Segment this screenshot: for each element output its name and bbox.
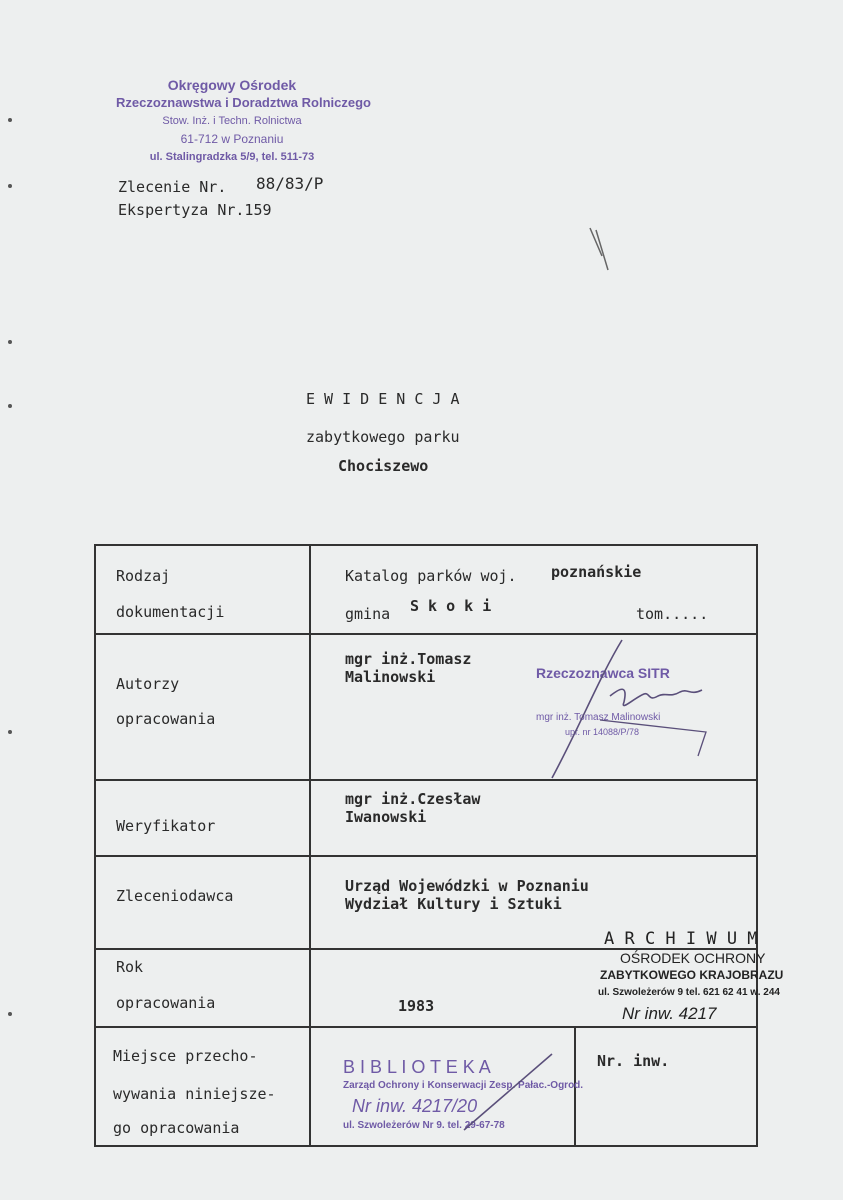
year-value: 1983 <box>398 997 435 1015</box>
archive-stamp-line: ZABYTKOWEGO KRAJOBRAZU <box>600 968 784 982</box>
expert-stamp-reg: upr. nr 14088/P/78 <box>565 727 640 737</box>
stamp-line: Okręgowy Ośrodek <box>167 77 297 93</box>
row-label: Zleceniodawca <box>116 887 234 905</box>
row-label: Weryfikator <box>116 817 216 835</box>
stamp-line: ul. Stalingradzka 5/9, tel. 511-73 <box>149 151 315 163</box>
stamp-line: Rzeczoznawstwa i Doradztwa Rolniczego <box>116 95 371 110</box>
punch-mark <box>8 1012 12 1016</box>
row-label: dokumentacji <box>116 603 225 621</box>
library-stamp-line: Zarząd Ochrony i Konserwacji Zesp. Pałac.-Ogrod. <box>343 1080 584 1091</box>
expertise-number: Ekspertyza Nr.159 <box>118 201 272 219</box>
document-subtitle: zabytkowego parku <box>306 428 460 446</box>
punch-mark <box>8 730 12 734</box>
archive-stamp-line: ul. Szwoleżerów 9 tel. 621 62 41 w. 244 <box>598 987 780 998</box>
row-label: opracowania <box>116 994 216 1012</box>
punch-mark <box>8 118 12 122</box>
row-value: Urząd Wojewódzki w Poznaniu <box>345 877 589 895</box>
punch-mark <box>8 404 12 408</box>
row-value: Malinowski <box>345 668 436 686</box>
library-inventory-handwritten: Nr inw. 4217/20 <box>352 1096 478 1116</box>
library-stamp-title: B I B L I O T E K A <box>343 1057 491 1077</box>
archive-stamp-line: OŚRODEK OCHRONY <box>620 950 766 966</box>
row-label: Rodzaj <box>116 567 171 585</box>
row-value: Iwanowski <box>345 808 427 826</box>
row-value: Wydział Kultury i Sztuki <box>345 895 562 913</box>
row-label: Miejsce przecho- <box>113 1047 258 1065</box>
stamp-line: 61-712 w Poznaniu <box>180 132 284 146</box>
expert-stamp-name: mgr inż. Tomasz Malinowski <box>536 712 661 723</box>
park-name: Chociszewo <box>338 457 429 475</box>
row-value: gmina <box>345 605 391 623</box>
row-value: Katalog parków woj. <box>345 567 517 585</box>
order-label: Zlecenie Nr. <box>118 178 227 196</box>
institution-stamp <box>116 76 371 166</box>
expert-stamp-title: Rzeczoznawca SITR <box>536 665 670 681</box>
row-label: Autorzy <box>116 675 180 693</box>
order-number: 88/83/P <box>256 174 324 193</box>
punch-mark <box>8 340 12 344</box>
row-label: opracowania <box>116 710 216 728</box>
row-label: go opracowania <box>113 1119 240 1137</box>
stamp-line: Stow. Inż. i Techn. Rolnictwa <box>162 115 302 127</box>
commune-value: S k o k i <box>410 597 492 615</box>
library-stamp-line: ul. Szwoleżerów Nr 9. tel. 29-67-78 <box>343 1120 505 1131</box>
voivodeship-value: poznańskie <box>551 563 642 581</box>
document-title: E W I D E N C J A <box>306 390 460 408</box>
row-value: mgr inż.Tomasz <box>345 650 472 668</box>
punch-mark <box>8 184 12 188</box>
volume-value: tom..... <box>636 605 709 623</box>
cross-out-stroke <box>460 1050 556 1134</box>
row-label: Rok <box>116 958 144 976</box>
row-value: mgr inż.Czesław <box>345 790 481 808</box>
inventory-number-label: Nr. inw. <box>597 1052 670 1070</box>
signature-icon <box>540 636 710 782</box>
archive-stamp-title: A R C H I W U M <box>604 929 758 949</box>
archive-inventory-handwritten: Nr inw. 4217 <box>622 1004 717 1023</box>
pen-mark <box>588 226 612 274</box>
row-label: wywania niniejsze- <box>113 1085 276 1103</box>
